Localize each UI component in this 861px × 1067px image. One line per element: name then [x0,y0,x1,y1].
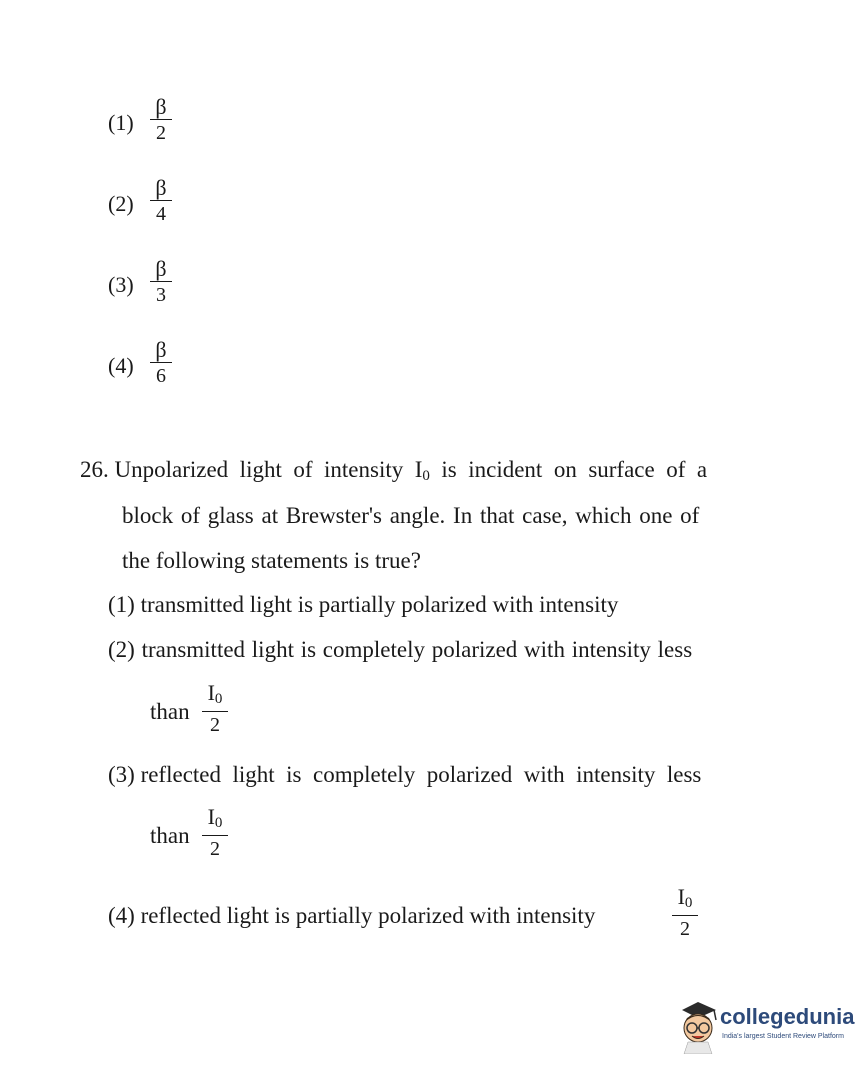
than-text: than [150,699,190,724]
q26-option-1: (1) transmitted light is partially polarized with intensity [108,592,619,617]
option-label: (2) [108,191,134,216]
fraction-I0-over-2 [202,682,228,736]
fraction-denominator: 2 [210,714,220,736]
collegedunia-logo [676,996,855,1056]
logo-tagline: India's largest Student Review Platform [722,1033,844,1040]
subscript: 0 [214,815,223,831]
fraction-numerator: β [155,337,167,362]
fraction-numerator: I [207,680,215,705]
q26-option-3: (3) reflected light is completely polarized with intensity less [108,762,702,787]
fraction-denominator: 4 [156,203,166,225]
mascot-icon [676,996,720,1054]
fraction-I0-over-2 [202,806,228,860]
question-line-3: the following statements is true? [122,548,421,573]
question-line-1 [80,457,782,485]
fraction [150,258,172,306]
fraction-denominator: 6 [156,365,166,387]
fraction [150,339,172,387]
fraction-denominator: 3 [156,284,166,306]
fraction-denominator: 2 [210,838,220,860]
question-number: 26. [80,457,109,482]
logo-title: collegedunia [720,1004,855,1029]
subscript: 0 [422,468,430,484]
fraction-numerator: I [207,804,215,829]
subscript: 0 [684,895,693,911]
question-line-2: block of glass at Brewster's angle. In that case, which one of [122,503,700,528]
question-text: is incident on surface of a [429,457,708,482]
option-text: (4) reflected light is partially polarized with intensity [108,903,596,928]
option-label: (3) [108,272,134,297]
fraction [150,177,172,225]
fraction [150,96,172,144]
fraction-numerator: β [155,256,167,281]
fraction-numerator: I [677,884,685,909]
fraction-numerator: β [155,175,167,200]
option-label: (1) [108,110,134,135]
fraction-denominator: 2 [156,122,166,144]
subscript: 0 [214,691,223,707]
fraction-numerator: β [155,94,167,119]
option-label: (4) [108,353,134,378]
question-text: Unpolarized light of intensity I [114,457,423,482]
fraction-denominator: 2 [680,918,690,940]
than-text: than [150,823,190,848]
fraction-I0-over-2 [672,886,698,940]
q26-option-2: (2) transmitted light is completely polarized with intensity less [108,637,693,662]
